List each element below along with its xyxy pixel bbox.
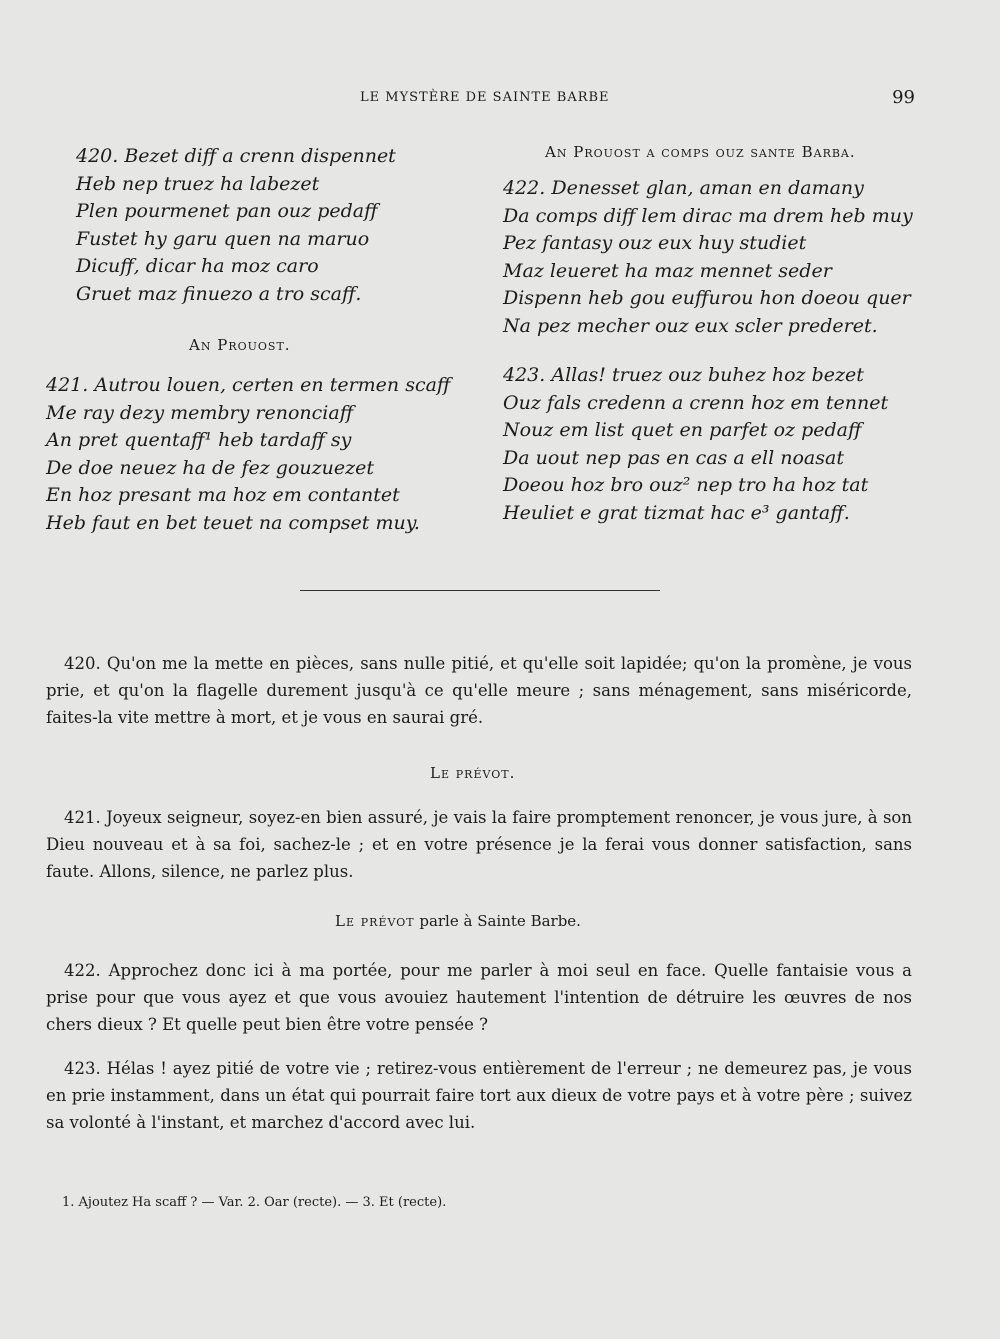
verse-line: 422. Denesset glan, aman en damany (503, 177, 864, 199)
verse-line: Pez fantasy ouz eux huy studiet (503, 232, 807, 254)
verse-line: Me ray dezy membry renonciaff (46, 401, 354, 424)
verse-line: Plen pourmenet pan ouz pedaff (76, 200, 378, 222)
verse-line: An pret quentaff¹ heb tardaff sy (46, 429, 352, 451)
breton-column-right (503, 143, 923, 527)
verse-422 (503, 175, 923, 340)
breton-column-left (46, 143, 476, 537)
translation-paragraph-421: 421. Joyeux seigneur, soyez-en bien assuré, je vais la faire promptement renoncer, je vous jure, à son Dieu nouveau et à sa foi, sachez-le ; et en votre présence je la ferai vous donner satisfaction, sans faute. Allons, silence, ne parlez plus. (46, 808, 912, 881)
verse-420 (76, 143, 476, 308)
speaker-heading: An Prouost a comps ouz sante Barba. (545, 143, 856, 161)
verse-line: Da uout nep pas en cas a ell noasat (503, 446, 844, 469)
translation-paragraph-420: 420. Qu'on me la mette en pièces, sans nulle pitié, et qu'elle soit lapidée; qu'on la promène, je vous prie, et qu'on la flagelle durement jusqu'à ce qu'elle meure ; sans ménagement, sans miséricorde, faites-la vite mettre à mort, et je vous en saurai gré. (46, 654, 912, 727)
verse-line: Nouz em list quet en parfet oz pedaff (503, 419, 862, 441)
verse-line: Heuliet e grat tizmat hac e³ gantaff. (503, 501, 850, 524)
verse-line: 421. Autrou louen, certen en termen scaff (46, 374, 451, 396)
verse-line: Fustet hy garu quen na maruo (76, 227, 370, 250)
speaker-heading (335, 912, 581, 930)
verse-line: Ouz fals credenn a crenn hoz em tennet (503, 391, 889, 414)
verse-line: Na pez mecher ouz eux scler prederet. (503, 314, 878, 337)
verse-line: Dispenn heb gou euffurou hon doeou quer (503, 287, 911, 309)
verse-423 (503, 362, 923, 527)
verse-line: 420. Bezet diff a crenn dispennet (76, 145, 396, 167)
speaker-action: parle à Sainte Barbe. (414, 912, 581, 930)
translation-paragraph-422: 422. Approchez donc ici à ma portée, pour me parler à moi seul en face. Quelle fantaisie vous a prise pour que vous ayez et que vous avouiez hautement l'intention de détruire les œuvres de nos chers dieux ? Et quelle peut bien être votre pensée ? (46, 961, 912, 1034)
section-divider (300, 590, 660, 591)
verse-line: Doeou hoz bro ouz² nep tro ha hoz tat (503, 474, 869, 496)
verse-line: De doe neuez ha de fez gouzuezet (46, 456, 375, 479)
page-number: 99 (892, 87, 915, 108)
verse-line: Maz leueret ha maz mennet seder (503, 259, 832, 282)
verse-line: Heb faut en bet teuet na compset muy. (46, 511, 420, 534)
verse-line: Heb nep truez ha labezet (76, 172, 320, 195)
speaker-name: Le prévot (335, 912, 415, 930)
speaker-heading: An Prouost. (189, 336, 291, 354)
verse-line: Da comps diff lem dirac ma drem heb muy (503, 204, 913, 227)
running-title: LE MYSTÈRE DE SAINTE BARBE (360, 90, 610, 105)
speaker-heading: Le prévot. (430, 764, 516, 782)
footnote: 1. Ajoutez Ha scaff ? — Var. 2. Oar (recte). — 3. Et (recte). (62, 1195, 447, 1210)
verse-line: 423. Allas! truez ouz buhez hoz bezet (503, 364, 864, 386)
verse-line: En hoz presant ma hoz em contantet (46, 484, 400, 506)
verse-line: Gruet maz finuezo a tro scaff. (76, 282, 362, 305)
verse-421 (46, 372, 476, 537)
verse-line: Dicuff, dicar ha moz caro (76, 255, 319, 277)
translation-paragraph-423: 423. Hélas ! ayez pitié de votre vie ; retirez-vous entièrement de l'erreur ; ne demeurez pas, je vous en prie instamment, dans un état qui pourrait faire tort aux dieux de votre pays et à votre père ; suivez sa volonté à l'instant, et marchez d'accord avec lui. (46, 1059, 912, 1132)
